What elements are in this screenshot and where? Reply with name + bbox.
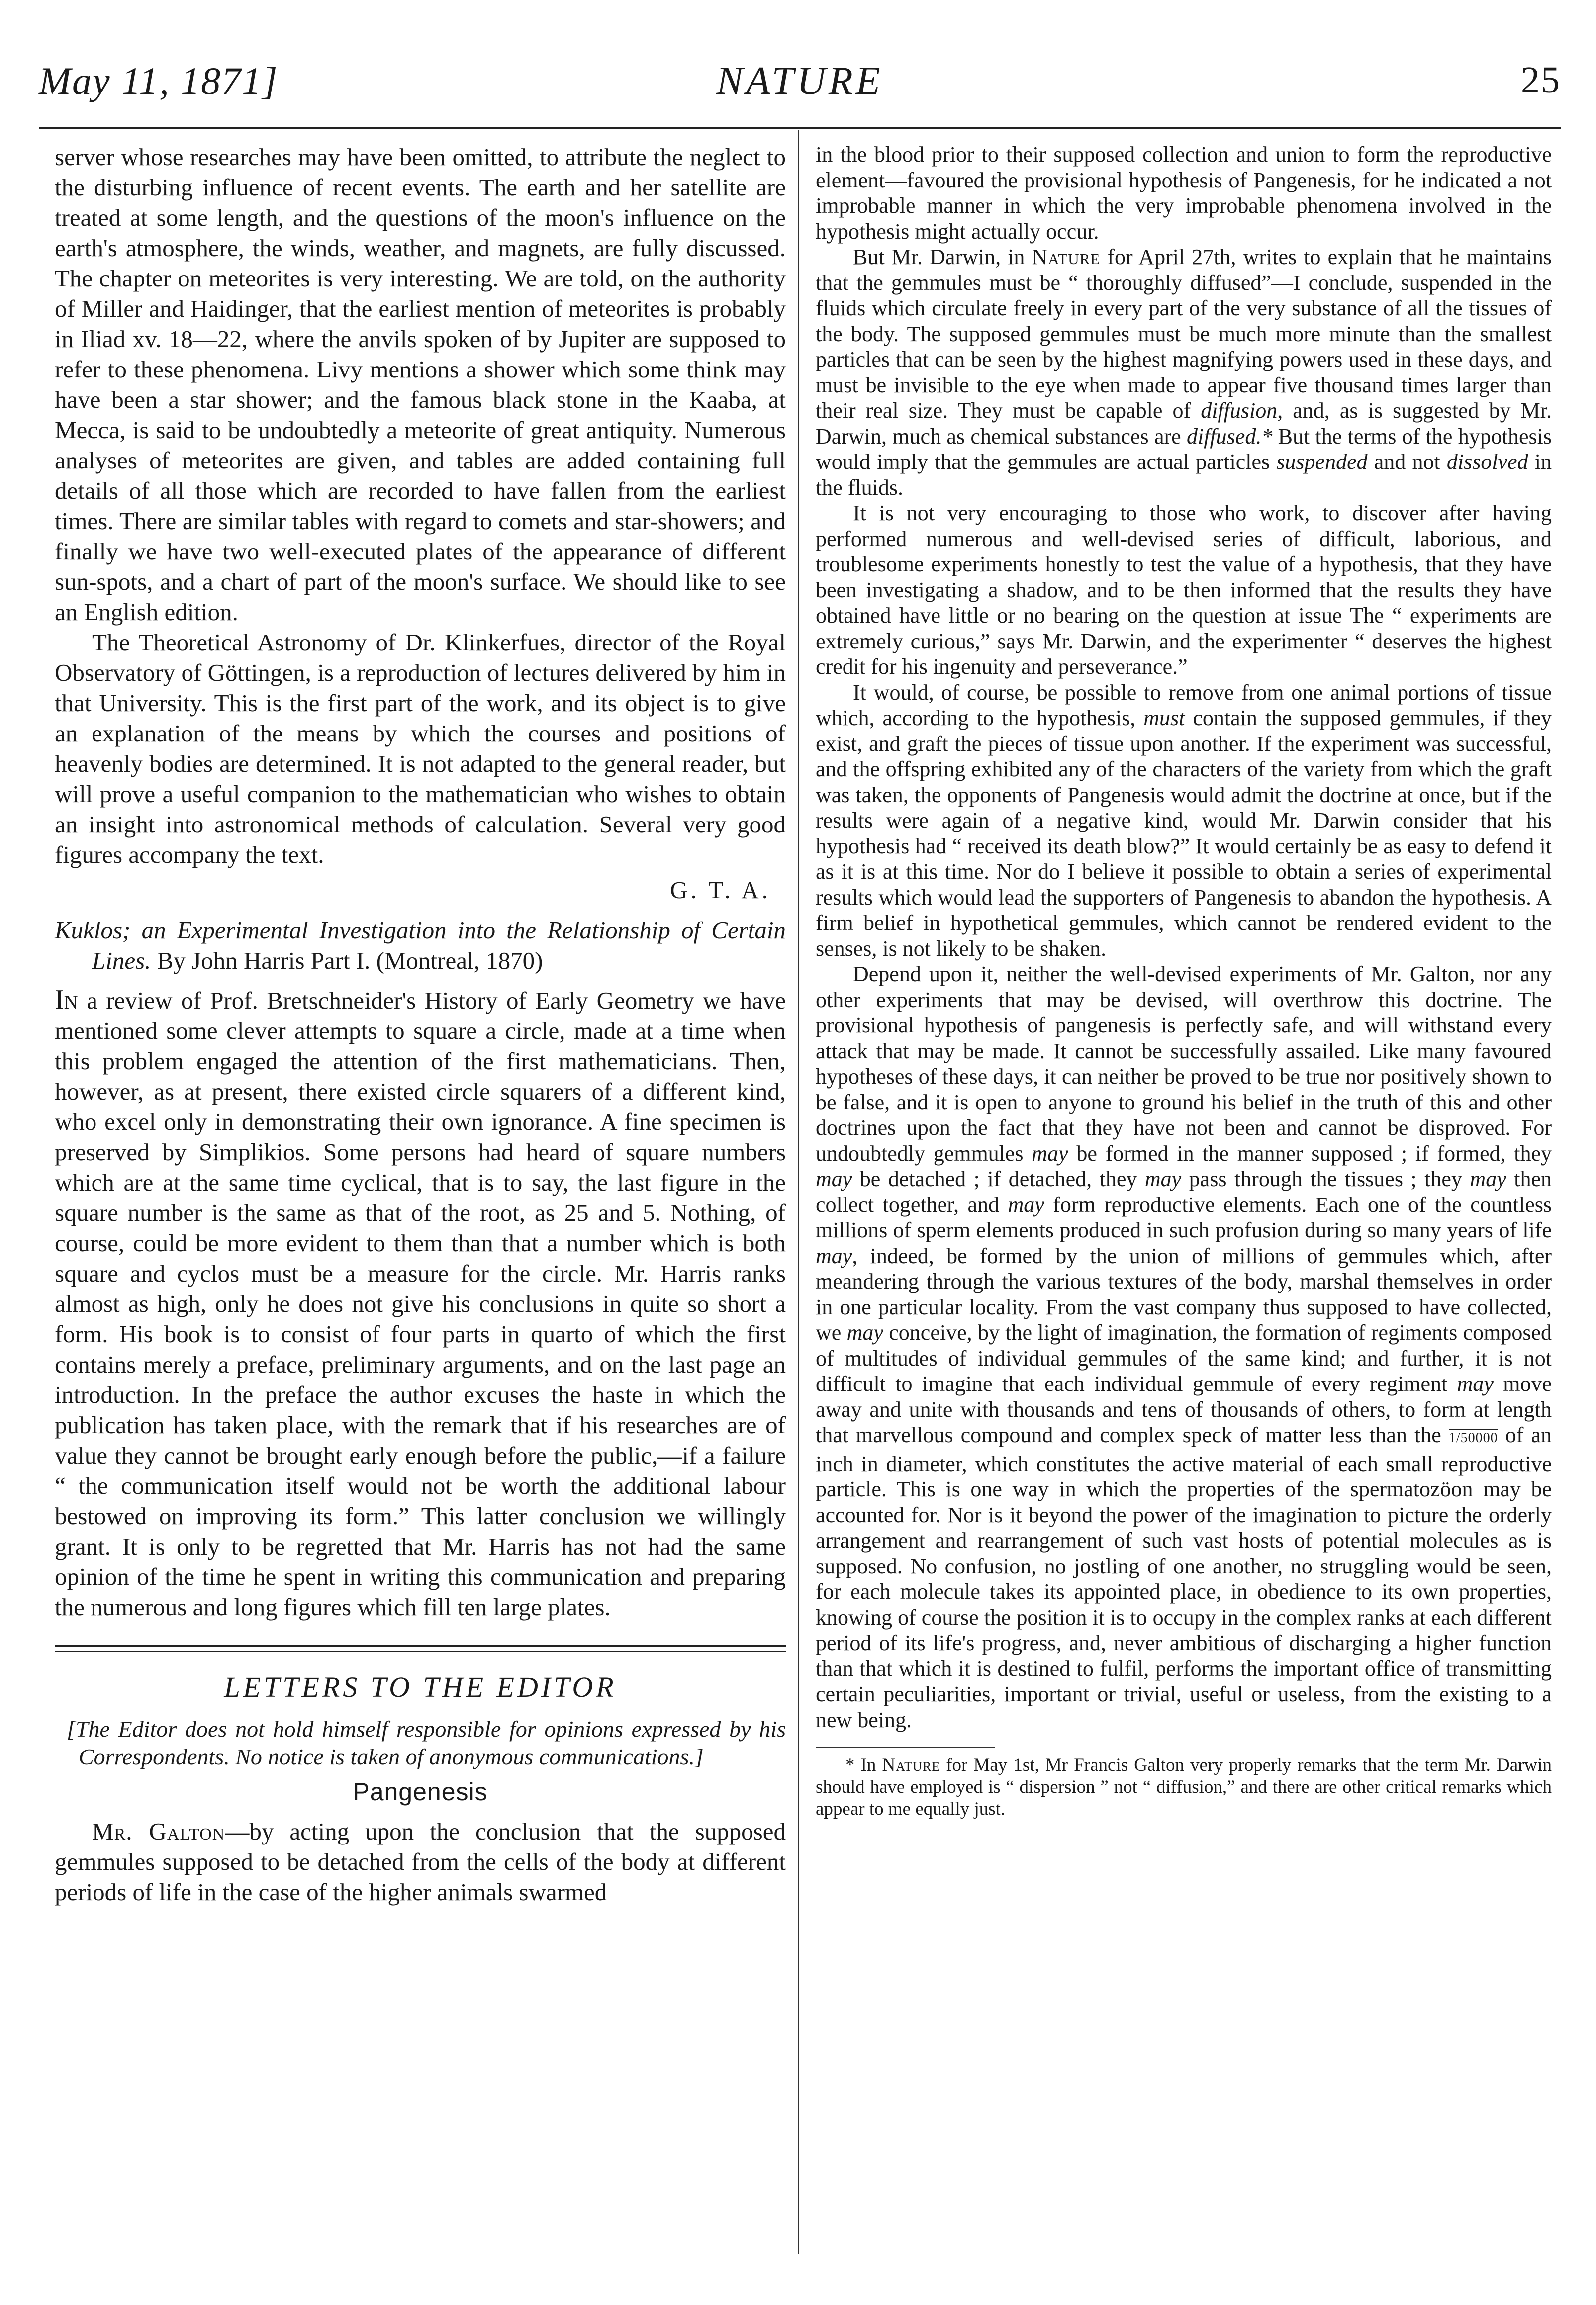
emphasis: may [816, 1243, 852, 1268]
text: in the fluids. [816, 450, 1552, 500]
review-author: By John Harris Part I. (Montreal, 1870) [157, 947, 543, 974]
text: then collect together, and [816, 1167, 1552, 1217]
emphasis: may [1470, 1167, 1506, 1191]
paragraph [55, 985, 786, 1622]
review-title: Kuklos; an Experimental Investigation into the Relationship of Certain Lines. [55, 917, 786, 974]
text: form reproductive elements. Each one of the countless millions of sperm elements produced in such profusion during so many years of life [816, 1192, 1552, 1242]
paragraph: server whose researches may have been omitted, to attribute the neglect to the disturbing influence of recent events. The earth and her satellite are treated at some length, and the questions of the moon's influence on the earth's atmosphere, the winds, weather, and magnets, are fully discussed. The chapter on meteorites is very interesting. We are told, on the authority of Miller and Haidinger, that the earliest mention of meteorites is probably in Iliad xv. 18—22, where the anvils spoken of by Jupiter are supposed to refer to these phenomena. Livy mentions a shower which some think may have been a star shower; and the famous black stone in the Kaaba, at Mecca, is said to be undoubtedly a meteorite of great antiquity. Numerous analyses of meteorites are given, and tables are added containing full details of all those which are recorded to have fallen from the earliest times. There are similar tables with regard to comets and star-showers; and finally we have two well-executed plates of the appearance of different sun-spots, and a chart of part of the moon's surface. We should like to see an English edition. [55, 143, 786, 626]
emphasis: may [1144, 1167, 1182, 1191]
paragraph: It is not very encouraging to those who work, to discover after having performed numerous and well-devised series of difficult, laborious, and troublesome experiments honestly to test the value of a hypothesis, that they have been investigating a shadow, and to be then informed that the results they have obtained have little or no bearing on the question at issue The “ experiments are extremely curious,” says Mr. Darwin, and the experimenter “ deserves the highest credit for his ingenuity and perseverance.” [816, 501, 1552, 679]
section-title: LETTERS TO THE EDITOR [224, 1671, 617, 1703]
fraction: 1/50000 [1448, 1430, 1498, 1446]
review-heading [55, 915, 786, 976]
running-head [39, 59, 1561, 118]
section-rule [55, 1645, 786, 1652]
paragraph [816, 244, 1552, 500]
paragraph-text: a review of Prof. Bretschneider's History of Early Geometry we have mentioned some clever attempts to square a circle, made at a time when this problem engaged the attention of the first mathematicians. Then, however, as at present, there existed circle squarers of a different kind, who excel only in demonstrating their own ignorance. A fine specimen is preserved by Simplikios. Some persons had heard of square numbers which are at the same time cyclical, that is to say, the last figure in the square number is the same as that of the root, as 25 and 5. Nothing, of course, could be more evident to them than that a number which is both square and cyclos must be a measure for the circle. Mr. Harris ranks almost as high, only he does not give his conclusions in quite so short a form. His book is to consist of four parts in quarto of which the first contains merely a preface, preliminary arguments, and on the last page an introduction. In the preface the author excuses the haste in which the publication has taken place, with the remark that if his researches are of value they cannot be brought early enough before the public,—if a failure “ the communication itself would not be worth the additional labour bestowed on improving its form.” This latter conclusion we willingly grant. It is only to be regretted that Mr. Harris has not had the same opinion of the time he spent in writing this communication and preparing the numerous and long figures which fill ten large plates. [55, 987, 786, 1621]
text: of an inch in diameter, which constitutes the active material of each small reproductive particle. This is one way in which the properties of the spermatozöon may be accounted for. Nor is it beyond the power of the imagination to picture the orderly arrangement and rearrangement of such vast hosts of potential molecules as is supposed. No confusion, no jostling of one another, no struggling would be seen, for each molecule takes its appointed place, in obedience to its own properties, knowing of course the position it is to occupy in the complex ranks at each different period of its life's progress, and, never ambitious of discharging a higher function than that which it is destined to fulfil, performs the important office of transmitting certain peculiarities, important or trivial, useful or useless, from the existing to a new being. [816, 1423, 1552, 1732]
footnote-rule [816, 1747, 995, 1748]
text: It would, of course, be possible to remove from one animal portions of tissue which, according to the hypothesis, [816, 680, 1552, 730]
letter-subhead: Pangenesis [353, 1778, 488, 1806]
left-column [55, 142, 786, 1907]
text: and not [1367, 450, 1447, 474]
text: move away and unite with thousands and tens of thousands of others, to form at length that marvellous compound and complex speck of matter less than the [816, 1372, 1552, 1447]
text: But the terms of the hypothesis would imply that the gemmules are actual particles [816, 424, 1552, 474]
editor-disclaimer: [The Editor does not hold himself responsible for opinions expressed by his Correspondents. No notice is taken of anonymous communications.] [67, 1716, 786, 1769]
emphasis: suspended [1276, 450, 1368, 474]
page-number: 25 [1521, 59, 1561, 101]
issue-date: May 11, 1871] [39, 59, 279, 102]
emphasis: may [846, 1320, 883, 1345]
text: Depend upon it, neither the well-devised experiments of Mr. Galton, nor any other experiments that may be devised, will overthrow this doctrine. The provisional hypothesis of pangenesis is perfectly safe, and will withstand every attack that may be made. It cannot be successfully assailed. Like many favoured hypotheses of these days, it can neither be proved to be true nor positively shown to be false, and it is open to anyone to ground his belief in the truth of this and other doctrines upon the fact that they have not been and cannot be disproved. For undoubtedly gemmules [816, 962, 1552, 1166]
paragraph: The Theoretical Astronomy of Dr. Klinkerfues, director of the Royal Observatory of Göttingen, is a reproduction of lectures delivered by him in that University. This is the first part of the work, and its object is to give an explanation of the means by which the courses and positions of heavenly bodies are determined. It is not adapted to the general reader, but will prove a useful companion to the mathematician who wishes to obtain an insight into astronomical methods of calculation. Several very good figures accompany the text. [55, 629, 786, 868]
emphasis: may [1457, 1372, 1494, 1396]
text: for May 1st, Mr Francis Galton very properly remarks that the term Mr. Darwin should have employed is “ dispersion ” not “ diffusion,” and there are other critical remarks which appear to me equally just. [816, 1755, 1552, 1819]
paragraph [816, 680, 1552, 962]
paragraph [55, 1816, 786, 1907]
emphasis: may [1008, 1192, 1044, 1217]
journal-name: Nature [1032, 245, 1101, 269]
reviewer-signature: G. T. A. [670, 876, 771, 904]
salutation: Mr. Galton [92, 1818, 225, 1845]
paragraph: in the blood prior to their supposed collection and union to form the reproductive element—favoured the provisional hypothesis of Pangenesis, for he indicated a not improbable manner in which the very improbable phenomena involved in the hypothesis might actually occur. [816, 142, 1552, 244]
text: for April 27th, writes to explain that he maintains that the gemmules must be “ thoroughly diffused”—I conclude, suspended in the fluids which circulate freely in every part of the very substance of all the tissues of the body. The supposed gemmules must be much more minute than the smallest particles that can be seen by the highest magnifying powers used in these days, and must be invisible to the eye when made to appear five thousand times larger than their real size. They must be capable of [816, 245, 1552, 423]
emphasis: may [816, 1167, 852, 1191]
column-divider [798, 130, 799, 2254]
text: , indeed, be formed by the union of millions of gemmules which, after meandering through the various textures of the body, marshal themselves in order in one particular locality. From the vast company thus supposed to have collected, we [816, 1243, 1552, 1345]
journal-title: NATURE [716, 59, 883, 103]
text: be detached ; if detached, they [852, 1167, 1145, 1191]
emphasis: must [1143, 706, 1185, 730]
text: be formed in the manner supposed ; if formed, they [1068, 1141, 1552, 1166]
initial-word: In [55, 984, 78, 1015]
header-rule [39, 127, 1561, 129]
text: contain the supposed gemmules, if they exist, and graft the pieces of tissue upon another. If the experiment was successful, and the offspring exhibited any of the characters of the variety from which the graft was taken, the opponents of Pangenesis would admit the doctrine at once, but if the results were again of a negative kind, would Mr. Darwin consider that his hypothesis had “ received its death blow?” It would certainly be as easy to defend it as it is at this time. Nor do I believe it possible to obtain a series of experimental results which would lead the supporters of Pangenesis to abandon the hypothesis. A firm belief in hypothetical gemmules, which cannot be rendered evident to the senses, is not likely to be shaken. [816, 706, 1552, 961]
emphasis: diffused.* [1187, 424, 1273, 449]
text: conceive, by the light of imagination, the formation of regiments composed of multitudes of individual gemmules of the same kind; and further, it is not difficult to imagine that each individual gemmule of every regiment [816, 1320, 1552, 1396]
emphasis: dissolved [1446, 450, 1528, 474]
emphasis: diffusion [1201, 398, 1278, 423]
paragraph-text: —by acting upon the conclusion that the supposed gemmules supposed to be detached from the cells of the body at different periods of life in the case of the higher animals swarmed [55, 1818, 786, 1906]
right-column [816, 142, 1552, 1820]
paragraph [816, 961, 1552, 1733]
footnote [816, 1754, 1552, 1820]
emphasis: may [1032, 1141, 1068, 1166]
journal-name: Nature [882, 1755, 940, 1775]
text: * In [845, 1755, 882, 1775]
text: But Mr. Darwin, in [853, 245, 1032, 269]
text: pass through the tissues ; they [1181, 1167, 1470, 1191]
text: , and, as is suggested by Mr. Darwin, much as chemical substances are [816, 398, 1552, 449]
